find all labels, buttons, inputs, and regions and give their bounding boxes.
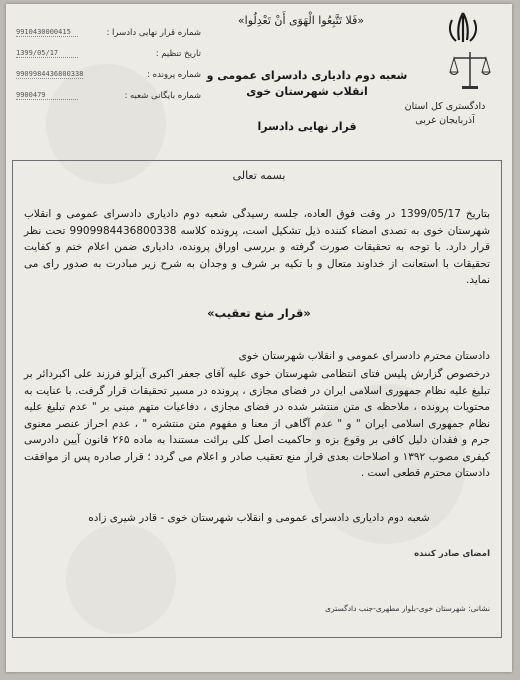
basmala: بسمه تعالی	[232, 169, 286, 182]
meta-label: شماره قرار نهایی دادسرا :	[106, 27, 201, 38]
meta-value: 9909984436800338	[16, 70, 84, 78]
court-line: آذربایجان غربی	[415, 115, 475, 126]
meta-row	[16, 85, 201, 106]
iran-emblem-icon	[442, 10, 484, 46]
meta-row	[16, 43, 201, 64]
meta-row	[16, 64, 201, 85]
quran-verse: «فَلا تَتَّبِعُوا الْهَوَى أَنْ تَعْدِلُوا»	[237, 14, 365, 27]
ruling-title: «قرار منع تعقیب»	[207, 306, 311, 320]
meta-value: 9910430000415	[16, 28, 78, 37]
meta-value: 1399/05/17	[16, 49, 78, 58]
decision-title: قرار نهایی دادسرا	[257, 120, 357, 133]
justice-scales-icon	[448, 48, 492, 92]
addressee: دادستان محترم دادسرای عمومی و انقلاب شهرستان خوی	[238, 350, 490, 362]
case-meta-table	[16, 22, 201, 106]
ruling-paragraph: درخصوص گزارش پلیس فتای انتظامی شهرستان خوی علیه آقای جعفر اکبری آیزلو فرزند علی اکبردائر بر تبلیغ علیه نظام جمهوری اسلامی ایران در فضای مجازی ، پرونده در مسیر تحقیقات قرار گرفت. با عنایت به محتویات پرونده ، ملاحظه ی متن منتشر شده در فضای مجازی ، دفاعیات متهم مبنی بر " عدم تبلیغ علیه نظام جمهوری اسلامی ایران " و " عدم آگاهی از معنا و مفهوم متن منتشره " ، عدم احراز عنصر معنوی جرم و فقدان دلیل کافی بر وقوع بزه و حاکمیت اصل کلی برائت مستندا به ماده ۲۶۵ قانون آیین دادرسی کیفری مصوب ۱۳۹۲ و اصلاحات بعدی قرار منع تعقیب صادر و اعلام می گردد ؛ قرار صادره پس از موافقت دادستان محترم قطعی است .	[24, 368, 490, 479]
meta-label: شماره پرونده :	[147, 69, 201, 80]
branch-title	[192, 68, 422, 100]
court-name	[390, 100, 500, 128]
meta-row	[16, 22, 201, 43]
court-line: دادگستری کل استان	[404, 101, 486, 112]
meta-label: شماره بایگانی شعبه :	[124, 90, 201, 101]
meta-value: 9900479	[16, 91, 78, 100]
signer-line: شعبه دوم دادیاری دادسرای عمومی و انقلاب شهرستان خوی - قادر شیری زاده	[88, 512, 430, 524]
branch-title-line: شعبه دوم دادیاری دادسرای عمومی و	[206, 69, 408, 82]
session-paragraph: بتاریخ 1399/05/17 در وقت فوق العاده، جلسه رسیدگی شعبه دوم دادیاری دادسرای عمومی و انقلاب شهرستان خوی به تصدی امضاء کننده ذیل تشکیل است، پرونده کلاسه 9909984436800338 تحت نظر قرار دارد. با توجه به تحقیقات صورت گرفته و بررسی اوراق پرونده، دادیاری ضمن اعلام ختم و کفایت تحقیقات با استعانت از خداوند متعال و با تکیه بر شرف و وجدان به شرح زیر مبادرت به صدور رای می نماید.	[24, 208, 491, 286]
document-sheet	[6, 4, 512, 672]
branch-title-line: انقلاب شهرستان خوی	[246, 85, 368, 98]
signature-label: امضای صادر کننده	[414, 549, 490, 559]
footer-address: نشانی: شهرستان خوی-بلوار مطهری-جنب دادگستری	[325, 604, 490, 613]
meta-label: تاریخ تنظیم :	[155, 48, 201, 59]
